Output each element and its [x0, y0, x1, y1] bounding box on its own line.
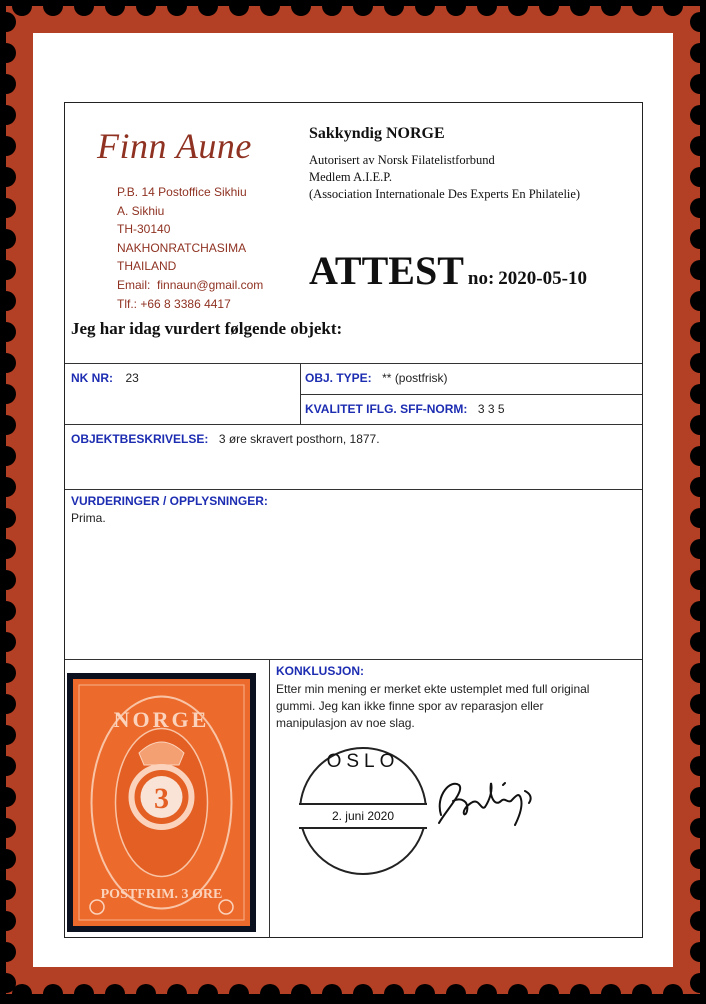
perforation-hole: [260, 984, 280, 1004]
perforation-hole: [539, 984, 559, 1004]
perforation-hole: [570, 984, 590, 1004]
perforation-hole: [690, 446, 706, 466]
intro-text: Jeg har idag vurdert følgende objekt:: [71, 319, 343, 338]
obj-type-value: ** (postfrisk): [382, 371, 448, 385]
vurderinger-value: Prima.: [71, 511, 106, 525]
perforation-hole: [690, 229, 706, 249]
perforation-hole: [601, 984, 621, 1004]
perforation-hole: [690, 601, 706, 621]
perforation-hole: [690, 756, 706, 776]
perforation-hole: [477, 984, 497, 1004]
attest-heading: [309, 247, 587, 294]
vurderinger-label: VURDERINGER / OPPLYSNINGER:: [71, 494, 268, 508]
attest-number-label: no:: [467, 268, 495, 289]
perforation-hole: [690, 477, 706, 497]
perforation-hole: [663, 984, 683, 1004]
perforation-hole: [690, 384, 706, 404]
kvalitet-value: 3 3 5: [477, 402, 505, 416]
attest-word: ATTEST: [309, 248, 464, 293]
perforation-hole: [690, 291, 706, 311]
perforation-hole: [384, 984, 404, 1004]
perforation-hole: [167, 984, 187, 1004]
perforation-hole: [690, 725, 706, 745]
perforation-hole: [690, 136, 706, 156]
divider: [65, 489, 642, 490]
nk-nr-field: [71, 369, 139, 387]
phone-label: Tlf.:: [117, 296, 137, 311]
perforation-hole: [690, 74, 706, 94]
perforation-hole: [632, 984, 652, 1004]
konklusjon-line: Etter min mening er merket ekte ustemplet med full original: [276, 682, 590, 696]
perforation-hole: [508, 984, 528, 1004]
issuer-address: [117, 183, 263, 313]
divider: [300, 394, 642, 395]
postmark: [299, 747, 427, 875]
perforation-hole: [690, 260, 706, 280]
konklusjon-label: KONKLUSJON:: [276, 664, 365, 678]
perforation-hole: [322, 984, 342, 1004]
perforation-hole: [198, 984, 218, 1004]
perforation-hole: [690, 849, 706, 869]
issuer-logo: Finn Aune: [97, 126, 252, 166]
objektbeskrivelse-label: OBJEKTBESKRIVELSE:: [71, 432, 209, 446]
perforation-hole: [136, 984, 156, 1004]
perforation-hole: [43, 984, 63, 1004]
stamp-value: 3: [154, 782, 169, 815]
perforation-hole: [446, 984, 466, 1004]
perforation-hole: [690, 973, 706, 993]
nk-nr-label: NK NR:: [71, 371, 113, 385]
perforation-hole: [690, 508, 706, 528]
perforation-hole: [291, 984, 311, 1004]
objektbeskrivelse-value: 3 øre skravert posthorn, 1877.: [218, 432, 380, 446]
expert-line: Autorisert av Norsk Filatelistforbund: [309, 153, 495, 167]
perforation-hole: [690, 105, 706, 125]
address-line: A. Sikhiu: [117, 203, 165, 218]
expert-lines: [309, 152, 580, 203]
perforation-hole: [690, 911, 706, 931]
perforation-hole: [690, 663, 706, 683]
divider: [65, 363, 642, 364]
divider: [65, 424, 642, 425]
address-line: NAKHONRATCHASIMA: [117, 240, 247, 255]
perforation-hole: [415, 984, 435, 1004]
signature: [429, 771, 539, 831]
perforation-hole: [690, 322, 706, 342]
perforation-hole: [690, 12, 706, 32]
perforation-hole: [690, 787, 706, 807]
perforation-hole: [690, 942, 706, 962]
perforation-hole: [353, 984, 373, 1004]
divider: [65, 659, 642, 660]
konklusjon-text: [276, 681, 589, 732]
perforation-hole: [690, 818, 706, 838]
phone-value: +66 8 3386 4417: [140, 296, 231, 311]
perforation-hole: [690, 415, 706, 435]
nk-nr-value: 23: [125, 371, 139, 385]
certificate-card: [64, 102, 643, 938]
stamp-photo: [67, 673, 256, 932]
address-line: P.B. 14 Postoffice Sikhiu: [117, 185, 247, 199]
obj-type-field: [305, 369, 447, 387]
konklusjon-line: manipulasjon av noe slag.: [276, 716, 415, 730]
perforation-hole: [690, 632, 706, 652]
email-label: Email:: [117, 277, 151, 292]
perforation-hole: [229, 984, 249, 1004]
attest-number: 2020-05-10: [498, 268, 587, 289]
expert-title: Sakkyndig NORGE: [309, 125, 445, 142]
stamp-denomination: POSTFRIM. 3 ØRE: [100, 887, 223, 902]
kvalitet-label: KVALITET IFLG. SFF-NORM:: [305, 402, 468, 416]
perforation-hole: [690, 198, 706, 218]
perforation-hole: [690, 167, 706, 187]
postmark-city: OSLO: [326, 751, 400, 772]
konklusjon-line: gummi. Jeg kan ikke finne spor av reparasjon eller: [276, 699, 544, 713]
perforation-hole: [690, 539, 706, 559]
postmark-date: 2. juni 2020: [299, 803, 427, 829]
address-line: THAILAND: [117, 259, 177, 274]
divider: [300, 363, 301, 424]
perforation-hole: [690, 43, 706, 63]
perforation-hole: [105, 984, 125, 1004]
obj-type-label: OBJ. TYPE:: [305, 371, 372, 385]
issuer-email: [117, 276, 263, 295]
email-value[interactable]: finnaun@gmail.com: [157, 277, 264, 292]
perforation-hole: [690, 353, 706, 373]
divider: [269, 659, 270, 938]
address-line: TH-30140: [117, 222, 171, 237]
stamp-image: [67, 673, 256, 932]
perforation-hole: [74, 984, 94, 1004]
perforation-hole: [690, 880, 706, 900]
stamp-country: NORGE: [113, 707, 210, 732]
perforation-hole: [690, 570, 706, 590]
objektbeskrivelse-field: [71, 430, 380, 448]
kvalitet-field: [305, 400, 505, 418]
expert-line: (Association Internationale Des Experts En Philatelie): [309, 187, 581, 201]
issuer-phone: [117, 295, 263, 314]
expert-line: Medlem A.I.E.P.: [309, 170, 392, 184]
perforation-hole: [690, 694, 706, 714]
